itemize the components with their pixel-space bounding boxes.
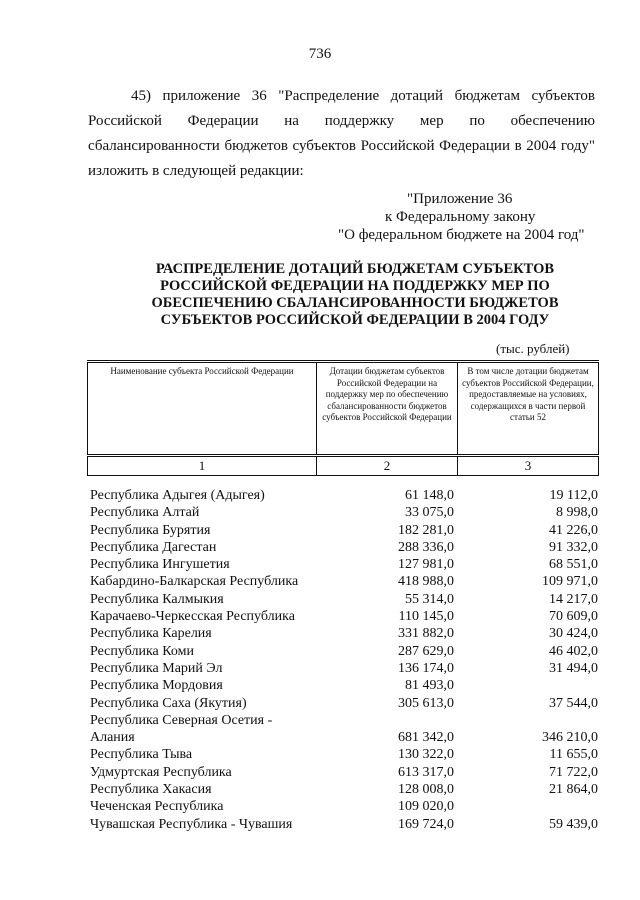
table-row (90, 591, 610, 608)
column-header-total: Дотации бюджетам субъектов Российской Федерации на поддержку мер по обеспечению сбалансированности бюджетов субъектов Российской Федерации (317, 362, 458, 456)
total-subsidy: 305 613,0 (398, 695, 454, 711)
region-name: Республика Северная Осетия - (90, 712, 273, 728)
conditional-subsidy: 46 402,0 (549, 643, 598, 659)
title-line-3: ОБЕСПЕЧЕНИЮ СБАЛАНСИРОВАННОСТИ БЮДЖЕТОВ (151, 295, 559, 311)
table-row (90, 625, 610, 642)
column-numbers-row (88, 456, 599, 476)
conditional-subsidy: 346 210,0 (542, 730, 598, 746)
total-subsidy: 110 145,0 (398, 609, 454, 625)
region-name: Республика Карелия (90, 626, 212, 642)
column-headers-row (88, 362, 599, 456)
table-row (90, 798, 610, 815)
column-header-region: Наименование субъекта Российской Федерации (88, 362, 317, 456)
total-subsidy: 128 008,0 (398, 782, 454, 798)
column-number-3: 3 (458, 456, 599, 476)
conditional-subsidy: 30 424,0 (549, 626, 598, 642)
conditional-subsidy: 71 722,0 (549, 764, 598, 780)
region-name: Республика Алтай (90, 505, 200, 521)
appendix-reference (300, 190, 600, 244)
region-name: Карачаево-Черкесская Республика (90, 609, 295, 625)
title-line-2: РОССИЙСКОЙ ФЕДЕРАЦИИ НА ПОДДЕРЖКУ МЕР ПО (160, 278, 550, 294)
column-number-1: 1 (88, 456, 317, 476)
total-subsidy: 55 314,0 (405, 591, 454, 607)
total-subsidy: 109 020,0 (398, 799, 454, 815)
table-row (90, 660, 610, 677)
table-row (90, 522, 610, 539)
conditional-subsidy: 11 655,0 (549, 747, 598, 763)
region-name: Республика Адыгея (Адыгея) (90, 488, 265, 503)
table-row (90, 781, 610, 798)
table-body (90, 487, 610, 833)
column-number-2: 2 (317, 456, 458, 476)
conditional-subsidy: 37 544,0 (549, 695, 598, 711)
region-name: Республика Коми (90, 643, 194, 659)
appendix-ref-line-2: к Федеральному закону (385, 209, 536, 225)
conditional-subsidy: 21 864,0 (549, 782, 598, 798)
region-name: Республика Саха (Якутия) (90, 695, 247, 711)
total-subsidy: 681 342,0 (398, 730, 454, 746)
region-name: Республика Бурятия (90, 522, 211, 538)
region-name: Республика Мордовия (90, 678, 223, 694)
table-row (90, 556, 610, 573)
intro-paragraph: 45) приложение 36 "Распределение дотаций бюджетам субъектов Российской Федерации на поддержку мер по обеспечению сбалансированности бюджетов субъектов Российской Федерации в 2004 году" изложить в следующей редакции: (88, 88, 595, 179)
total-subsidy: 81 493,0 (405, 678, 454, 694)
title-line-4: СУБЪЕКТОВ РОССИЙСКОЙ ФЕДЕРАЦИИ В 2004 ГОДУ (160, 312, 550, 328)
appendix-ref-line-3: "О федеральном бюджете на 2004 год" (338, 227, 585, 243)
conditional-subsidy: 14 217,0 (549, 591, 598, 607)
column-header-conditional: В том числе дотации бюджетам субъектов Российской Федерации, предоставляемые на условиях, содержащихся в части первой статьи 52 (458, 362, 599, 456)
conditional-subsidy: 68 551,0 (549, 557, 598, 573)
total-subsidy: 182 281,0 (398, 522, 454, 538)
total-subsidy: 61 148,0 (405, 488, 454, 503)
conditional-subsidy: 109 971,0 (542, 574, 598, 590)
conditional-subsidy: 59 439,0 (549, 816, 598, 832)
region-name: Республика Марий Эл (90, 660, 223, 676)
table-row (90, 487, 610, 504)
region-name: Чувашская Республика - Чувашия (90, 816, 293, 832)
conditional-subsidy: 41 226,0 (549, 522, 598, 538)
table-row (90, 729, 610, 746)
region-name: Республика Тыва (90, 747, 193, 763)
total-subsidy: 288 336,0 (398, 539, 454, 555)
conditional-subsidy: 70 609,0 (549, 609, 598, 625)
appendix-ref-line-1: "Приложение 36 (407, 191, 513, 207)
region-name: Кабардино-Балкарская Республика (90, 574, 299, 590)
table-header (87, 360, 599, 476)
table-row (90, 643, 610, 660)
document-title (140, 261, 570, 329)
table-row (90, 677, 610, 694)
region-name: Чеченская Республика (90, 799, 224, 815)
units-label: (тыс. рублей) (496, 341, 570, 356)
total-subsidy: 130 322,0 (398, 747, 454, 763)
region-name: Республика Калмыкия (90, 591, 224, 607)
table-row (90, 695, 610, 712)
total-subsidy: 331 882,0 (398, 626, 454, 642)
conditional-subsidy: 91 332,0 (549, 539, 598, 555)
title-line-1: РАСПРЕДЕЛЕНИЕ ДОТАЦИЙ БЮДЖЕТАМ СУБЪЕКТОВ (155, 261, 555, 277)
total-subsidy: 613 317,0 (398, 764, 454, 780)
conditional-subsidy: 31 494,0 (549, 660, 598, 676)
region-name: Алания (90, 730, 135, 746)
region-name: Республика Хакасия (90, 782, 212, 798)
conditional-subsidy: 19 112,0 (549, 488, 598, 503)
total-subsidy: 418 988,0 (398, 574, 454, 590)
region-name: Республика Ингушетия (90, 557, 230, 573)
total-subsidy: 169 724,0 (398, 816, 454, 832)
region-name: Удмуртская Республика (90, 764, 232, 780)
table-row (90, 539, 610, 556)
total-subsidy: 287 629,0 (398, 643, 454, 659)
conditional-subsidy: 8 998,0 (556, 505, 598, 521)
table-row (90, 746, 610, 763)
total-subsidy: 136 174,0 (398, 660, 454, 676)
table-row (90, 764, 610, 781)
total-subsidy: 33 075,0 (405, 505, 454, 521)
table-row (90, 608, 610, 625)
table-row (90, 712, 610, 729)
page-number: 736 (308, 46, 332, 62)
region-name: Республика Дагестан (90, 539, 217, 555)
table-row (90, 573, 610, 590)
total-subsidy: 127 981,0 (398, 557, 454, 573)
table-row (90, 816, 610, 833)
table-row (90, 504, 610, 521)
